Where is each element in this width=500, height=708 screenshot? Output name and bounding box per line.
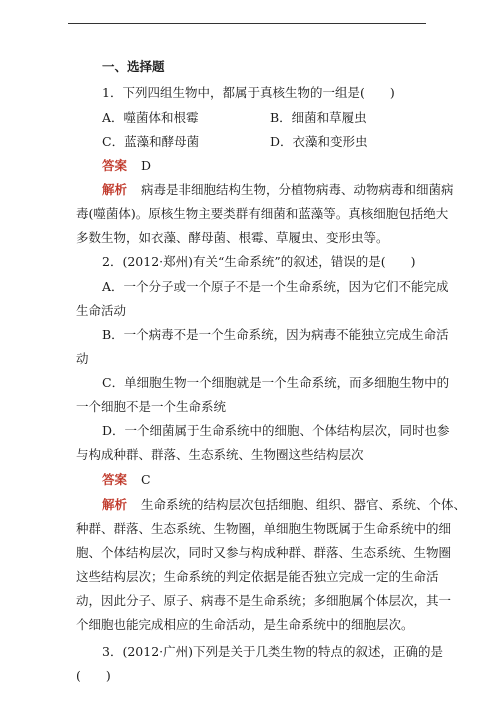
q1-answer-label: 答案 <box>102 158 128 173</box>
q2-answer-row <box>102 472 151 488</box>
q2-analysis-line-5: 动，因此分子、原子、病毒不是生命系统；多细胞属个体层次，其一 <box>76 593 452 608</box>
q1-analysis-line-1: 解析 病毒是非细胞结构生物，分植物病毒、动物病毒和细菌病 <box>102 182 454 197</box>
section-title: 一、选择题 <box>102 59 165 74</box>
q2-analysis-line-6: 个细胞也能完成相应的生命活动，是生命系统中的细胞层次。 <box>76 617 414 632</box>
q1-option-b: B．细菌和草履虫 <box>270 110 367 125</box>
q3-stem-line-2: ( ) <box>76 668 111 683</box>
top-rule <box>68 23 426 24</box>
q2-option-a-line-1: A．一个分子或一个原子不是一个生命系统，因为它们不能完成 <box>102 279 449 294</box>
q2-option-a-line-2: 生命活动 <box>76 303 127 318</box>
q2-option-b-line-2: 动 <box>76 351 89 366</box>
q1-answer-row <box>102 158 151 174</box>
q1-option-c: C．蓝藻和酵母菌 <box>102 134 200 149</box>
q2-analysis-line-4: 这些结构层次；生命系统的判定依据是能否独立完成一定的生命活 <box>76 569 439 584</box>
q2-option-d-line-2: 与构成种群、群落、生态系统、生物圈这些结构层次 <box>76 447 364 462</box>
q1-analysis-label: 解析 <box>102 182 128 197</box>
q1-stem: 1．下列四组生物中，都属于真核生物的一组是( ) <box>102 85 395 100</box>
q2-answer-label: 答案 <box>102 472 128 487</box>
q1-analysis-line-2: 毒(噬菌体)。原核生物主要类群有细菌和蓝藻等。真核细胞包括绝大 <box>76 206 449 221</box>
q3-stem-line-1: 3．(2012·广州)下列是关于几类生物的特点的叙述，正确的是 <box>102 644 443 659</box>
q1-answer-value: D <box>141 158 152 173</box>
q2-analysis-line-2: 种群、群落、生态系统、生物圈，单细胞生物既属于生命系统中的细 <box>76 521 452 536</box>
q2-analysis-line-3: 胞、个体结构层次，同时又参与构成种群、群落、生态系统、生物圈 <box>76 545 452 560</box>
q2-analysis-line-1: 解析 生命系统的结构层次包括细胞、组织、器官、系统、个体、 <box>102 497 467 512</box>
q2-stem: 2．(2012·郑州)有关“生命系统”的叙述，错误的是( ) <box>102 254 416 269</box>
q2-answer-value: C <box>141 472 151 487</box>
q2-analysis-label: 解析 <box>102 497 128 512</box>
q2-option-c-line-2: 一个细胞不是一个生命系统 <box>76 399 227 414</box>
q1-option-d: D．衣藻和变形虫 <box>270 134 368 149</box>
q2-option-b-line-1: B．一个病毒不是一个生命系统，因为病毒不能独立完成生命活 <box>102 327 449 342</box>
q2-option-d-line-1: D．一个细菌属于生命系统中的细胞、个体结构层次，同时也参 <box>102 423 450 438</box>
q1-analysis-line-3: 多数生物，如衣藻、酵母菌、根霉、草履虫、变形虫等。 <box>76 230 389 245</box>
q1-option-a: A．噬菌体和根霉 <box>102 110 199 125</box>
q2-option-c-line-1: C．单细胞生物一个细胞就是一个生命系统，而多细胞生物中的 <box>102 375 450 390</box>
